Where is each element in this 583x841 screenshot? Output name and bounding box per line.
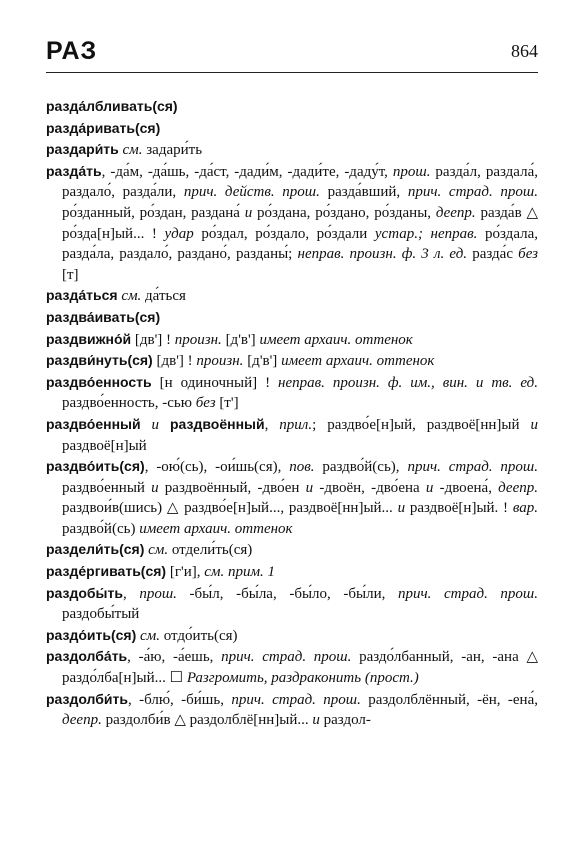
entry-headword: раздели́ть(ся) — [46, 541, 145, 558]
entry-note: имеет архаич. оттенок — [139, 520, 293, 537]
dictionary-entry — [46, 118, 538, 140]
entry-note: прош. — [392, 163, 431, 180]
entry-note: и — [312, 712, 320, 729]
entry-text: [т] — [62, 266, 79, 283]
entry-text: [д'в'] — [243, 353, 282, 370]
entry-text: , -блю́, -би́шь, — [127, 691, 232, 708]
dictionary-entry — [46, 583, 538, 625]
entry-note: Разгромить, раздраконить (прост.) — [186, 670, 419, 687]
entry-headword: раздвижно́й — [46, 330, 132, 347]
dictionary-entry — [46, 285, 538, 307]
entry-text: -двоён, -дво́ена — [313, 479, 426, 496]
entry-text: раздво́енный — [62, 479, 152, 496]
entry-note: прош. — [139, 585, 177, 602]
entry-text: раздвоённый, -дво́ен — [158, 479, 306, 496]
entry-note: деепр. — [62, 712, 102, 729]
entry-text: [г'и], — [166, 564, 205, 581]
page-header — [46, 37, 538, 69]
entry-text: -бы́л, -бы́ла, -бы́ло, -бы́ли, — [176, 585, 398, 602]
entry-headword: разде́ргивать(ся) — [46, 563, 167, 580]
entry-note: см. — [118, 142, 143, 159]
entry-headword: раздво́енность — [46, 373, 152, 390]
entry-headword: разда́ривать(ся) — [46, 119, 161, 136]
entry-text: раздобы́тый — [62, 606, 140, 623]
entry-text: разда́вший, — [319, 184, 408, 201]
entry-text — [141, 417, 152, 433]
entry-headword: раздва́ивать(ся) — [46, 308, 161, 325]
entry-text: отдели́ть(ся) — [168, 542, 253, 559]
entry-note: устар.; неправ. — [374, 225, 478, 242]
entry-note: и — [425, 479, 434, 496]
dictionary-entry — [46, 350, 538, 372]
entry-text: раздво́й(сь), — [314, 459, 408, 476]
entry-note: прич. действ. прош. — [183, 184, 320, 201]
entry-note: и — [397, 500, 406, 517]
entry-note: прич. страд. прош. — [397, 585, 539, 602]
dictionary-entry — [46, 414, 538, 456]
entry-text: [дв'] ! — [131, 331, 175, 348]
entry-text: раздвоё[н]ый. ! — [405, 500, 513, 517]
entry-note: и — [151, 479, 159, 496]
entry-note: прич. страд. прош. — [407, 459, 538, 476]
entry-text: раздол- — [319, 712, 371, 729]
entry-headword: раздобы́ть — [46, 584, 123, 601]
entry-text: , — [122, 585, 140, 602]
entry-text: раздо́лбанный, -ан, -ана △ раздо́лба[н]ый... ☐ — [62, 649, 538, 687]
dictionary-entries — [46, 96, 538, 731]
dictionary-entry — [46, 96, 538, 118]
entry-text: [т'] — [215, 395, 239, 412]
dictionary-entry — [46, 625, 538, 647]
entry-note: вар. — [512, 500, 538, 517]
entry-note: неправ. произн. ф. 3 л. ед. — [297, 246, 468, 263]
entry-text: ро́здана, ро́здано, ро́зданы, — [252, 204, 436, 221]
entry-text: ро́зданный, ро́здан, раздана́ — [62, 204, 245, 221]
entry-note: произн. — [196, 353, 244, 370]
dictionary-entry — [46, 372, 538, 414]
entry-note: имеет архаич. оттенок — [259, 331, 413, 348]
entry-note: и — [305, 479, 314, 496]
entry-headword: раздолби́ть — [46, 690, 128, 707]
entry-headword: раздви́нуть(ся) — [46, 352, 153, 369]
entry-note: и — [244, 204, 253, 221]
entry-text: раздво́й(сь) — [62, 520, 140, 537]
entry-note: деепр. — [435, 204, 476, 221]
entry-text: раздво́енность, -сью — [62, 395, 196, 412]
entry-note: удар — [164, 225, 194, 242]
entry-text: раздолблённый, -ён, -ена́, — [360, 691, 538, 708]
entry-note: прил. — [279, 416, 313, 433]
entry-text: разда́с — [467, 246, 519, 263]
dictionary-entry — [46, 161, 538, 286]
entry-note: произн. — [174, 331, 222, 348]
entry-text: раздвои́в(шись) △ раздво́е[н]ый..., раздвоё[нн]ый... — [62, 500, 398, 517]
page-number: 864 — [511, 41, 538, 61]
entry-text: -двоена́, — [433, 479, 499, 496]
entry-headword: раздари́ть — [46, 141, 119, 158]
running-head-word: РАЗ — [46, 37, 98, 65]
entry-text: , -ою́(сь), -ои́шь(ся), — [144, 459, 290, 476]
header-rule — [46, 72, 538, 73]
entry-headword: раздвоённый — [170, 415, 265, 432]
entry-text: раздвоё[н]ый — [62, 437, 147, 454]
entry-note: и — [530, 416, 538, 433]
entry-text: [дв'] ! — [152, 353, 197, 370]
entry-headword: раздолба́ть — [46, 648, 128, 665]
entry-text: раздолби́в △ раздолблё[нн]ый... — [101, 712, 313, 729]
dictionary-entry — [46, 307, 538, 329]
dictionary-entry — [46, 539, 538, 561]
entry-note: и — [151, 416, 160, 433]
entry-text: [д'в'] — [221, 331, 260, 348]
entry-note: имеет архаич. оттенок — [281, 353, 435, 370]
entry-note: без — [195, 395, 216, 412]
entry-text: , -а́ю, -а́ешь, — [127, 649, 222, 666]
dictionary-entry — [46, 646, 538, 688]
dictionary-entry — [46, 139, 538, 161]
entry-note: см. — [144, 542, 169, 559]
entry-text: разда́л, раздала́, раздало́, разда́ли, — [62, 163, 538, 201]
entry-text: ро́здала, разда́ла, раздало́, раздано́, разданы́; — [62, 225, 538, 263]
entry-text: , — [264, 416, 280, 433]
entry-text: задари́ть — [142, 142, 203, 159]
entry-note: прич. страд. прош. — [231, 691, 361, 708]
entry-note: прич. страд. прош. — [407, 184, 538, 201]
entry-text: ; раздво́е[н]ый, раздвоё[нн]ый — [312, 416, 531, 433]
entry-note: прич. страд. прош. — [221, 649, 352, 666]
entry-note: неправ. произн. ф. им., вин. и тв. ед. — [278, 374, 538, 391]
entry-note: см. прим. 1 — [204, 564, 276, 581]
entry-headword: разда́ться — [46, 287, 118, 304]
dictionary-entry — [46, 456, 538, 539]
entry-headword: раздво́ить(ся) — [46, 458, 145, 475]
entry-text: да́ться — [141, 288, 186, 305]
entry-note: пов. — [289, 459, 315, 476]
entry-note: см. — [117, 288, 142, 305]
entry-headword: раздво́енный — [46, 415, 141, 432]
entry-text: разда́в △ ро́зда[н]ый... ! — [62, 204, 538, 242]
entry-text: , -да́м, -да́шь, -да́ст, -дади́м, -дади́те, -даду́т, — [101, 163, 393, 180]
entry-headword: разда́ть — [46, 162, 102, 179]
entry-note: без — [518, 246, 539, 263]
dictionary-entry — [46, 561, 538, 583]
dictionary-entry — [46, 329, 538, 351]
entry-note: деепр. — [498, 479, 538, 496]
entry-headword: разда́лбливать(ся) — [46, 98, 178, 114]
entry-text: отдо́ить(ся) — [160, 627, 238, 644]
entry-note: см. — [136, 627, 160, 644]
dictionary-entry — [46, 689, 538, 731]
entry-text — [159, 417, 170, 433]
entry-headword: раздо́ить(ся) — [46, 626, 137, 643]
entry-text: [н одиночный] ! — [151, 374, 279, 391]
entry-text: ро́здал, ро́здало, ро́здали — [193, 225, 375, 242]
